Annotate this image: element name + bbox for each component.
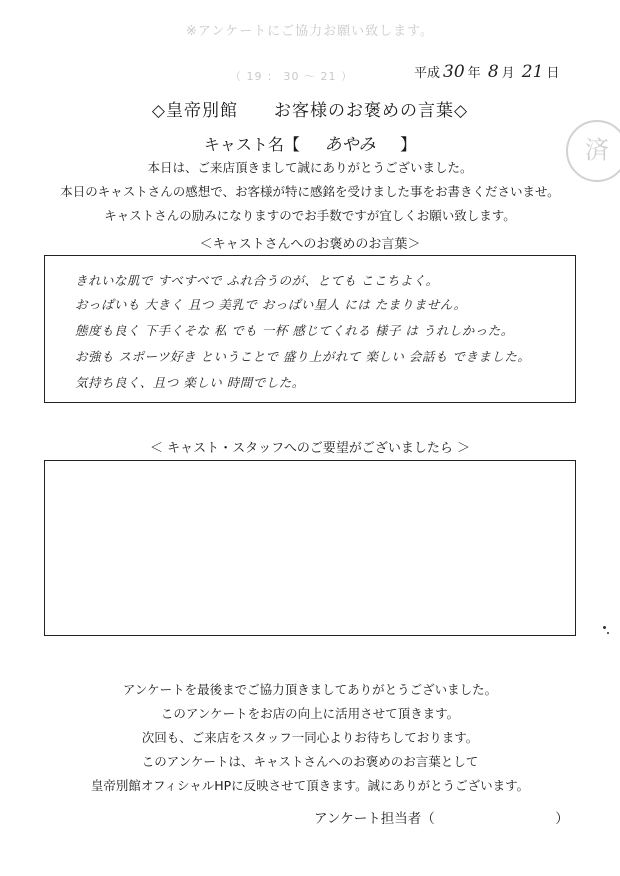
closing-line-4: このアンケートは、キャストさんへのお褒めのお言葉として — [141, 754, 479, 769]
cast-name-close: 】 — [400, 135, 417, 154]
page-title: ◇皇帝別館 お客様のお褒めの言葉◇ — [151, 101, 469, 121]
praise-box — [44, 255, 576, 403]
bleed-through-header: ※アンケートにご協力お願い致します。 — [185, 24, 435, 39]
staff-close: ） — [555, 811, 569, 827]
praise-line-4: お強も スポーツ好き ということで 盛り上がれて 楽しい 会話も できました。 — [75, 349, 531, 364]
date-year-label: 年 — [467, 66, 481, 81]
request-box — [44, 460, 576, 636]
praise-heading: ＜キャストさんへのお褒めのお言葉＞ — [199, 237, 421, 252]
date-month-label: 月 — [501, 66, 515, 81]
praise-line-1: きれいな肌で すべすべで ふれ合うのが、とても ここちよく。 — [75, 273, 439, 288]
date-day: 21 — [521, 62, 544, 82]
cast-name-line — [0, 130, 620, 155]
scan-speck — [603, 626, 606, 629]
staff-line — [314, 807, 569, 827]
closing-line-1: アンケートを最後までご協力頂きましてありがとうございました。 — [122, 682, 498, 697]
praise-line-3: 態度も良く 下手くそな 私 でも 一杯 感じてくれる 様子 は うれしかった。 — [75, 323, 514, 338]
closing-line-3: 次回も、ご来店をスタッフ一同心よりお待ちしております。 — [141, 730, 479, 745]
praise-line-2: おっぱいも 大きく 且つ 美乳で おっぱい星人 には たまりません。 — [75, 297, 467, 312]
bleed-through-row: （ 19 ： 30 ～ 21 ） — [230, 70, 353, 83]
intro-line-3: キャストさんの励みになりますのでお手数ですが宜しくお願い致します。 — [104, 208, 516, 223]
cast-name-value: あやみ — [324, 135, 376, 155]
cast-name-label: キャスト名【 — [203, 135, 300, 154]
date-year: 30 — [443, 62, 465, 82]
intro-line-1: 本日は、ご来店頂きまして誠にありがとうございました。 — [147, 160, 473, 175]
scan-speck — [607, 632, 609, 634]
staff-label: アンケート担当者（ — [314, 811, 435, 827]
closing-line-5: 皇帝別館オフィシャルHPに反映させて頂きます。誠にありがとうございます。 — [90, 778, 530, 793]
faint-seal-stamp: 済 — [566, 120, 620, 182]
date-era: 平成 — [414, 66, 441, 81]
date-line — [414, 62, 559, 82]
praise-line-5: 気持ち良く、且つ 楽しい 時間でした。 — [75, 375, 305, 390]
request-heading: ＜ キャスト・スタッフへのご要望がございましたら ＞ — [149, 441, 470, 456]
intro-line-2: 本日のキャストさんの感想で、お客様が特に感銘を受けました事をお書きくださいませ。 — [60, 184, 560, 199]
closing-line-2: このアンケートをお店の向上に活用させて頂きます。 — [160, 706, 460, 721]
date-month: 8 — [487, 62, 499, 82]
date-day-label: 日 — [546, 66, 560, 81]
